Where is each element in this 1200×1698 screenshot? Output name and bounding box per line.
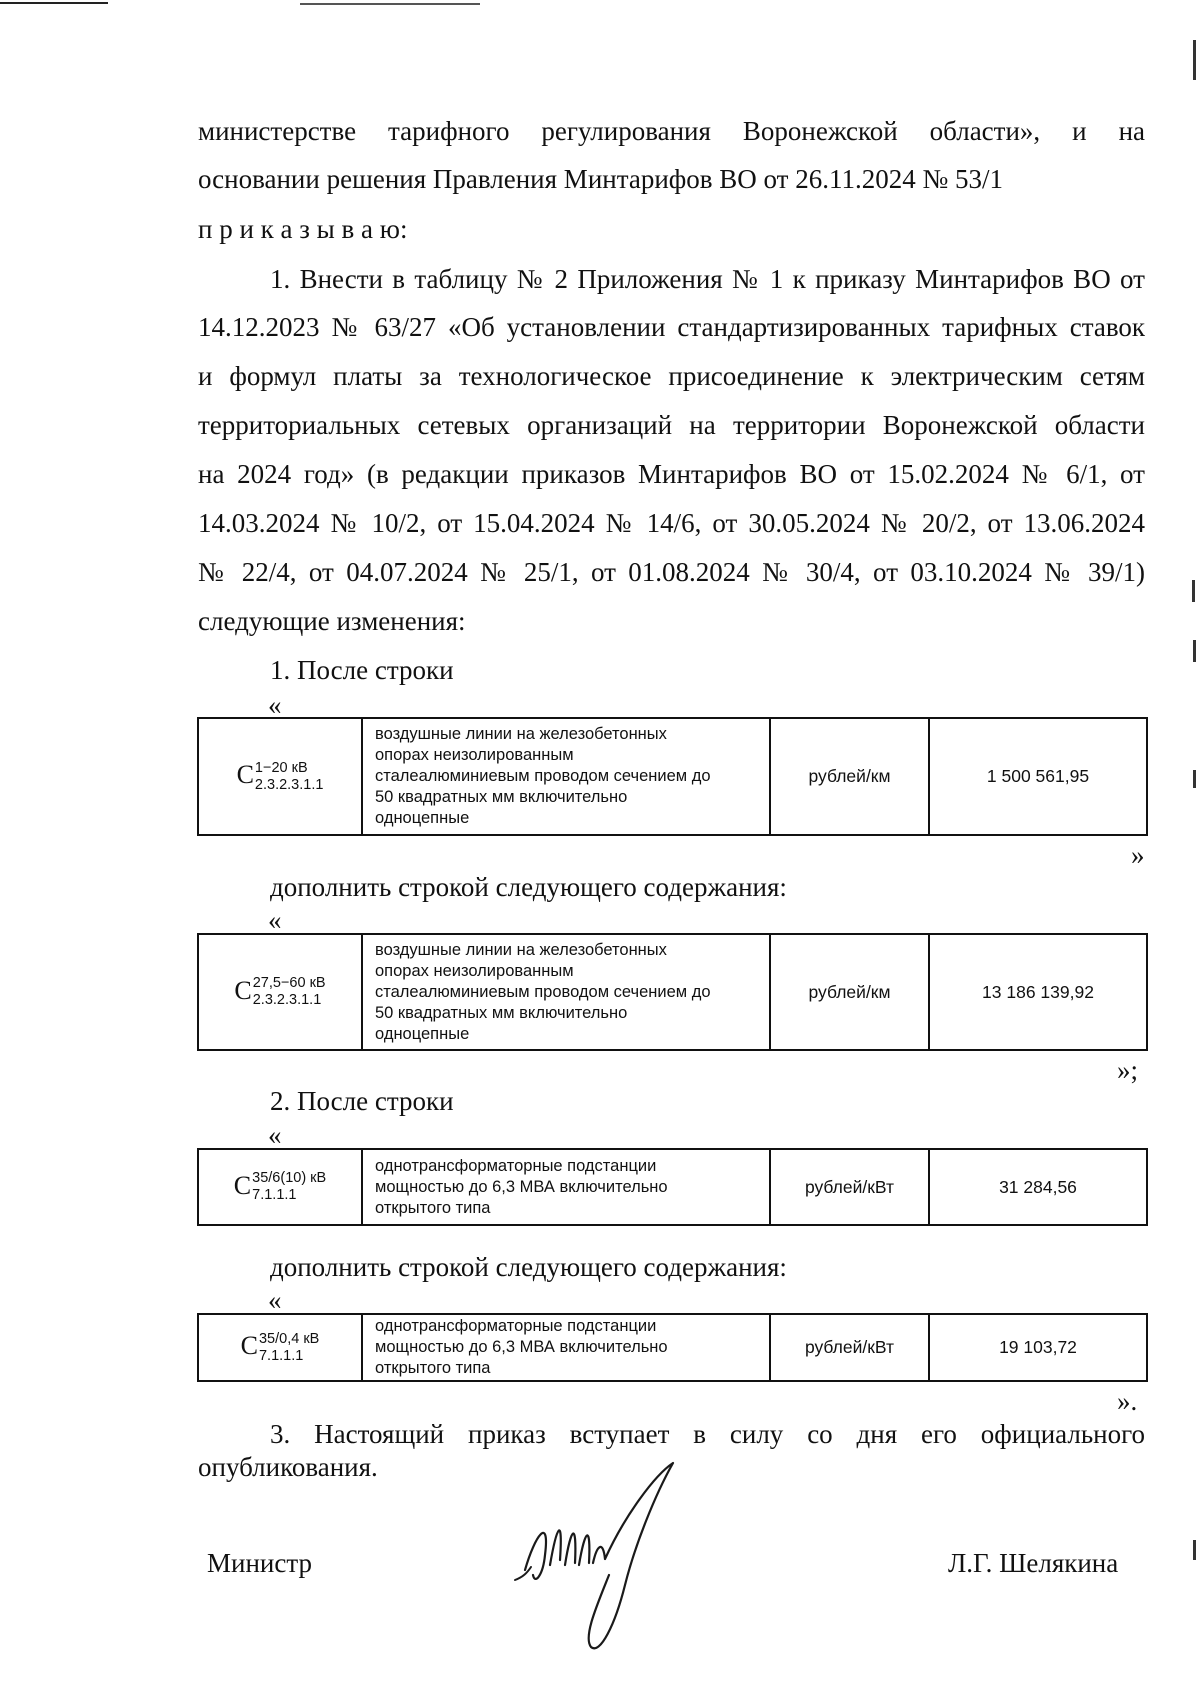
intro-word: министерстве	[198, 116, 357, 146]
tariff-table-2	[197, 933, 1148, 1051]
rate-code-letter: C	[233, 1170, 252, 1200]
description-line: мощностью до 6,3 МВА включительно	[375, 1177, 668, 1196]
item3-word: 3.	[270, 1419, 291, 1449]
rate-code-index: 2.3.2.3.1.1	[254, 776, 324, 793]
description-line: воздушные линии на железобетонных	[375, 725, 667, 743]
margin-mark	[1193, 770, 1196, 788]
item3-word: приказ	[468, 1419, 546, 1449]
rate-code-voltage: 1−20 кВ	[254, 759, 308, 776]
open-quote: «	[268, 1120, 282, 1150]
margin-mark	[1193, 40, 1196, 80]
item3-word: официального	[980, 1419, 1145, 1449]
rate-code-voltage: 27,5−60 кВ	[252, 975, 326, 991]
intro-word: Воронежской	[742, 116, 898, 146]
open-quote: «	[268, 1285, 282, 1315]
intro-word: и	[1072, 116, 1087, 146]
margin-mark	[1193, 640, 1196, 662]
item3-line-1	[270, 1417, 1145, 1451]
description-line: 50 квадратных мм включительно	[375, 1003, 628, 1022]
intro-word: регулирования	[541, 116, 711, 146]
description-line: мощностью до 6,3 МВА включительно	[375, 1338, 668, 1356]
item1-line: 14.03.2024 № 10/2, от 15.04.2024 № 14/6, от 30.05.2024 № 20/2, от 13.06.2024	[198, 508, 1145, 538]
top-rule-left	[0, 2, 108, 4]
rate-code-letter: C	[240, 1331, 258, 1361]
decree-word: п р и к а з ы в а ю:	[198, 214, 408, 244]
item3-word: Настоящий	[314, 1419, 445, 1449]
intro-word: на	[1118, 116, 1145, 146]
description-line: воздушные линии на железобетонных	[375, 940, 667, 959]
table-row	[198, 1314, 1147, 1381]
item3-word: дня	[856, 1419, 898, 1449]
rate-code-index: 2.3.2.3.1.1	[252, 992, 322, 1008]
intro-line-2: основании решения Правления Минтарифов ВО от 26.11.2024 № 53/1	[198, 164, 1003, 194]
description-line: открытого типа	[375, 1198, 491, 1217]
item3-word: его	[921, 1419, 957, 1449]
top-rule-center	[300, 3, 480, 5]
handwritten-signature	[505, 1455, 685, 1655]
description-line: одноцепные	[375, 1024, 470, 1043]
rate-unit: рублей/кВт	[770, 1314, 929, 1381]
intro-word: тарифного	[388, 116, 510, 146]
item3-word: вступает	[569, 1419, 670, 1449]
table-row	[198, 1149, 1147, 1225]
close-quote-semicolon: »;	[1117, 1055, 1139, 1085]
rate-description	[362, 1149, 770, 1225]
close-quote: »	[1131, 840, 1145, 870]
rate-code	[198, 1149, 362, 1225]
tariff-table-4	[197, 1313, 1148, 1382]
item3-word: силу	[729, 1419, 784, 1449]
supplement-text-1: дополнить строкой следующего содержания:	[270, 872, 787, 902]
rate-unit: рублей/км	[770, 718, 929, 835]
rate-value: 1 500 561,95	[929, 718, 1147, 835]
rate-value: 31 284,56	[929, 1149, 1147, 1225]
description-line: 50 квадратных мм включительно	[375, 788, 628, 806]
rate-unit: рублей/кВт	[770, 1149, 929, 1225]
open-quote: «	[268, 690, 282, 720]
item1-line: 1. Внести в таблицу № 2 Приложения № 1 к приказу Минтарифов ВО от	[270, 264, 1145, 294]
supplement-text-2: дополнить строкой следующего содержания:	[270, 1252, 787, 1282]
item3-word: со	[807, 1419, 833, 1449]
rate-code-index: 7.1.1.1	[252, 1187, 297, 1203]
rate-unit: рублей/км	[770, 934, 929, 1050]
rate-code	[198, 934, 362, 1050]
description-line: одноцепные	[375, 809, 470, 827]
item3-line-2: опубликования.	[198, 1452, 378, 1482]
item3-word: в	[693, 1419, 707, 1449]
rate-description	[362, 718, 770, 835]
table-row	[198, 718, 1147, 835]
table-row	[198, 934, 1147, 1050]
signatory-name: Л.Г. Шелякина	[948, 1548, 1119, 1578]
rate-code-letter: C	[234, 975, 252, 1005]
signatory-title: Министр	[207, 1548, 312, 1578]
rate-description	[362, 934, 770, 1050]
sub1-heading: 1. После строки	[270, 655, 454, 685]
rate-code-voltage: 35/6(10) кВ	[252, 1170, 327, 1186]
description-line: опорах неизолированным	[375, 746, 574, 764]
item1-line: на 2024 год» (в редакции приказов Минтарифов ВО от 15.02.2024 № 6/1, от	[198, 459, 1145, 489]
tariff-table-3	[197, 1148, 1148, 1226]
intro-word: области»,	[929, 116, 1041, 146]
item1-line: 14.12.2023 № 63/27 «Об установлении стандартизированных тарифных ставок	[198, 312, 1145, 342]
rate-value: 19 103,72	[929, 1314, 1147, 1381]
open-quote: «	[268, 905, 282, 935]
description-line: однотрансформаторные подстанции	[375, 1317, 657, 1335]
margin-mark	[1192, 580, 1195, 602]
close-quote-period: ».	[1117, 1386, 1138, 1416]
sub2-heading: 2. После строки	[270, 1086, 454, 1116]
rate-value: 13 186 139,92	[929, 934, 1147, 1050]
rate-code	[198, 718, 362, 835]
item1-last-line: следующие изменения:	[198, 606, 466, 636]
margin-mark	[1193, 1540, 1196, 1560]
intro-line-1	[198, 114, 1145, 148]
item1-line: № 22/4, от 04.07.2024 № 25/1, от 01.08.2024 № 30/4, от 03.10.2024 № 39/1)	[198, 557, 1145, 587]
rate-description	[362, 1314, 770, 1381]
rate-code-voltage: 35/0,4 кВ	[258, 1330, 320, 1347]
description-line: открытого типа	[375, 1359, 491, 1377]
rate-code-letter: C	[236, 760, 254, 790]
description-line: опорах неизолированным	[375, 961, 574, 980]
tariff-table-1	[197, 717, 1148, 836]
rate-code	[198, 1314, 362, 1381]
rate-code-index: 7.1.1.1	[258, 1347, 304, 1364]
description-line: однотрансформаторные подстанции	[375, 1156, 657, 1175]
item1-line: территориальных сетевых организаций на территории Воронежской области	[198, 410, 1145, 440]
description-line: сталеалюминиевым проводом сечением до	[375, 767, 711, 785]
description-line: сталеалюминиевым проводом сечением до	[375, 982, 711, 1001]
item1-line: и формул платы за технологическое присоединение к электрическим сетям	[198, 361, 1145, 391]
